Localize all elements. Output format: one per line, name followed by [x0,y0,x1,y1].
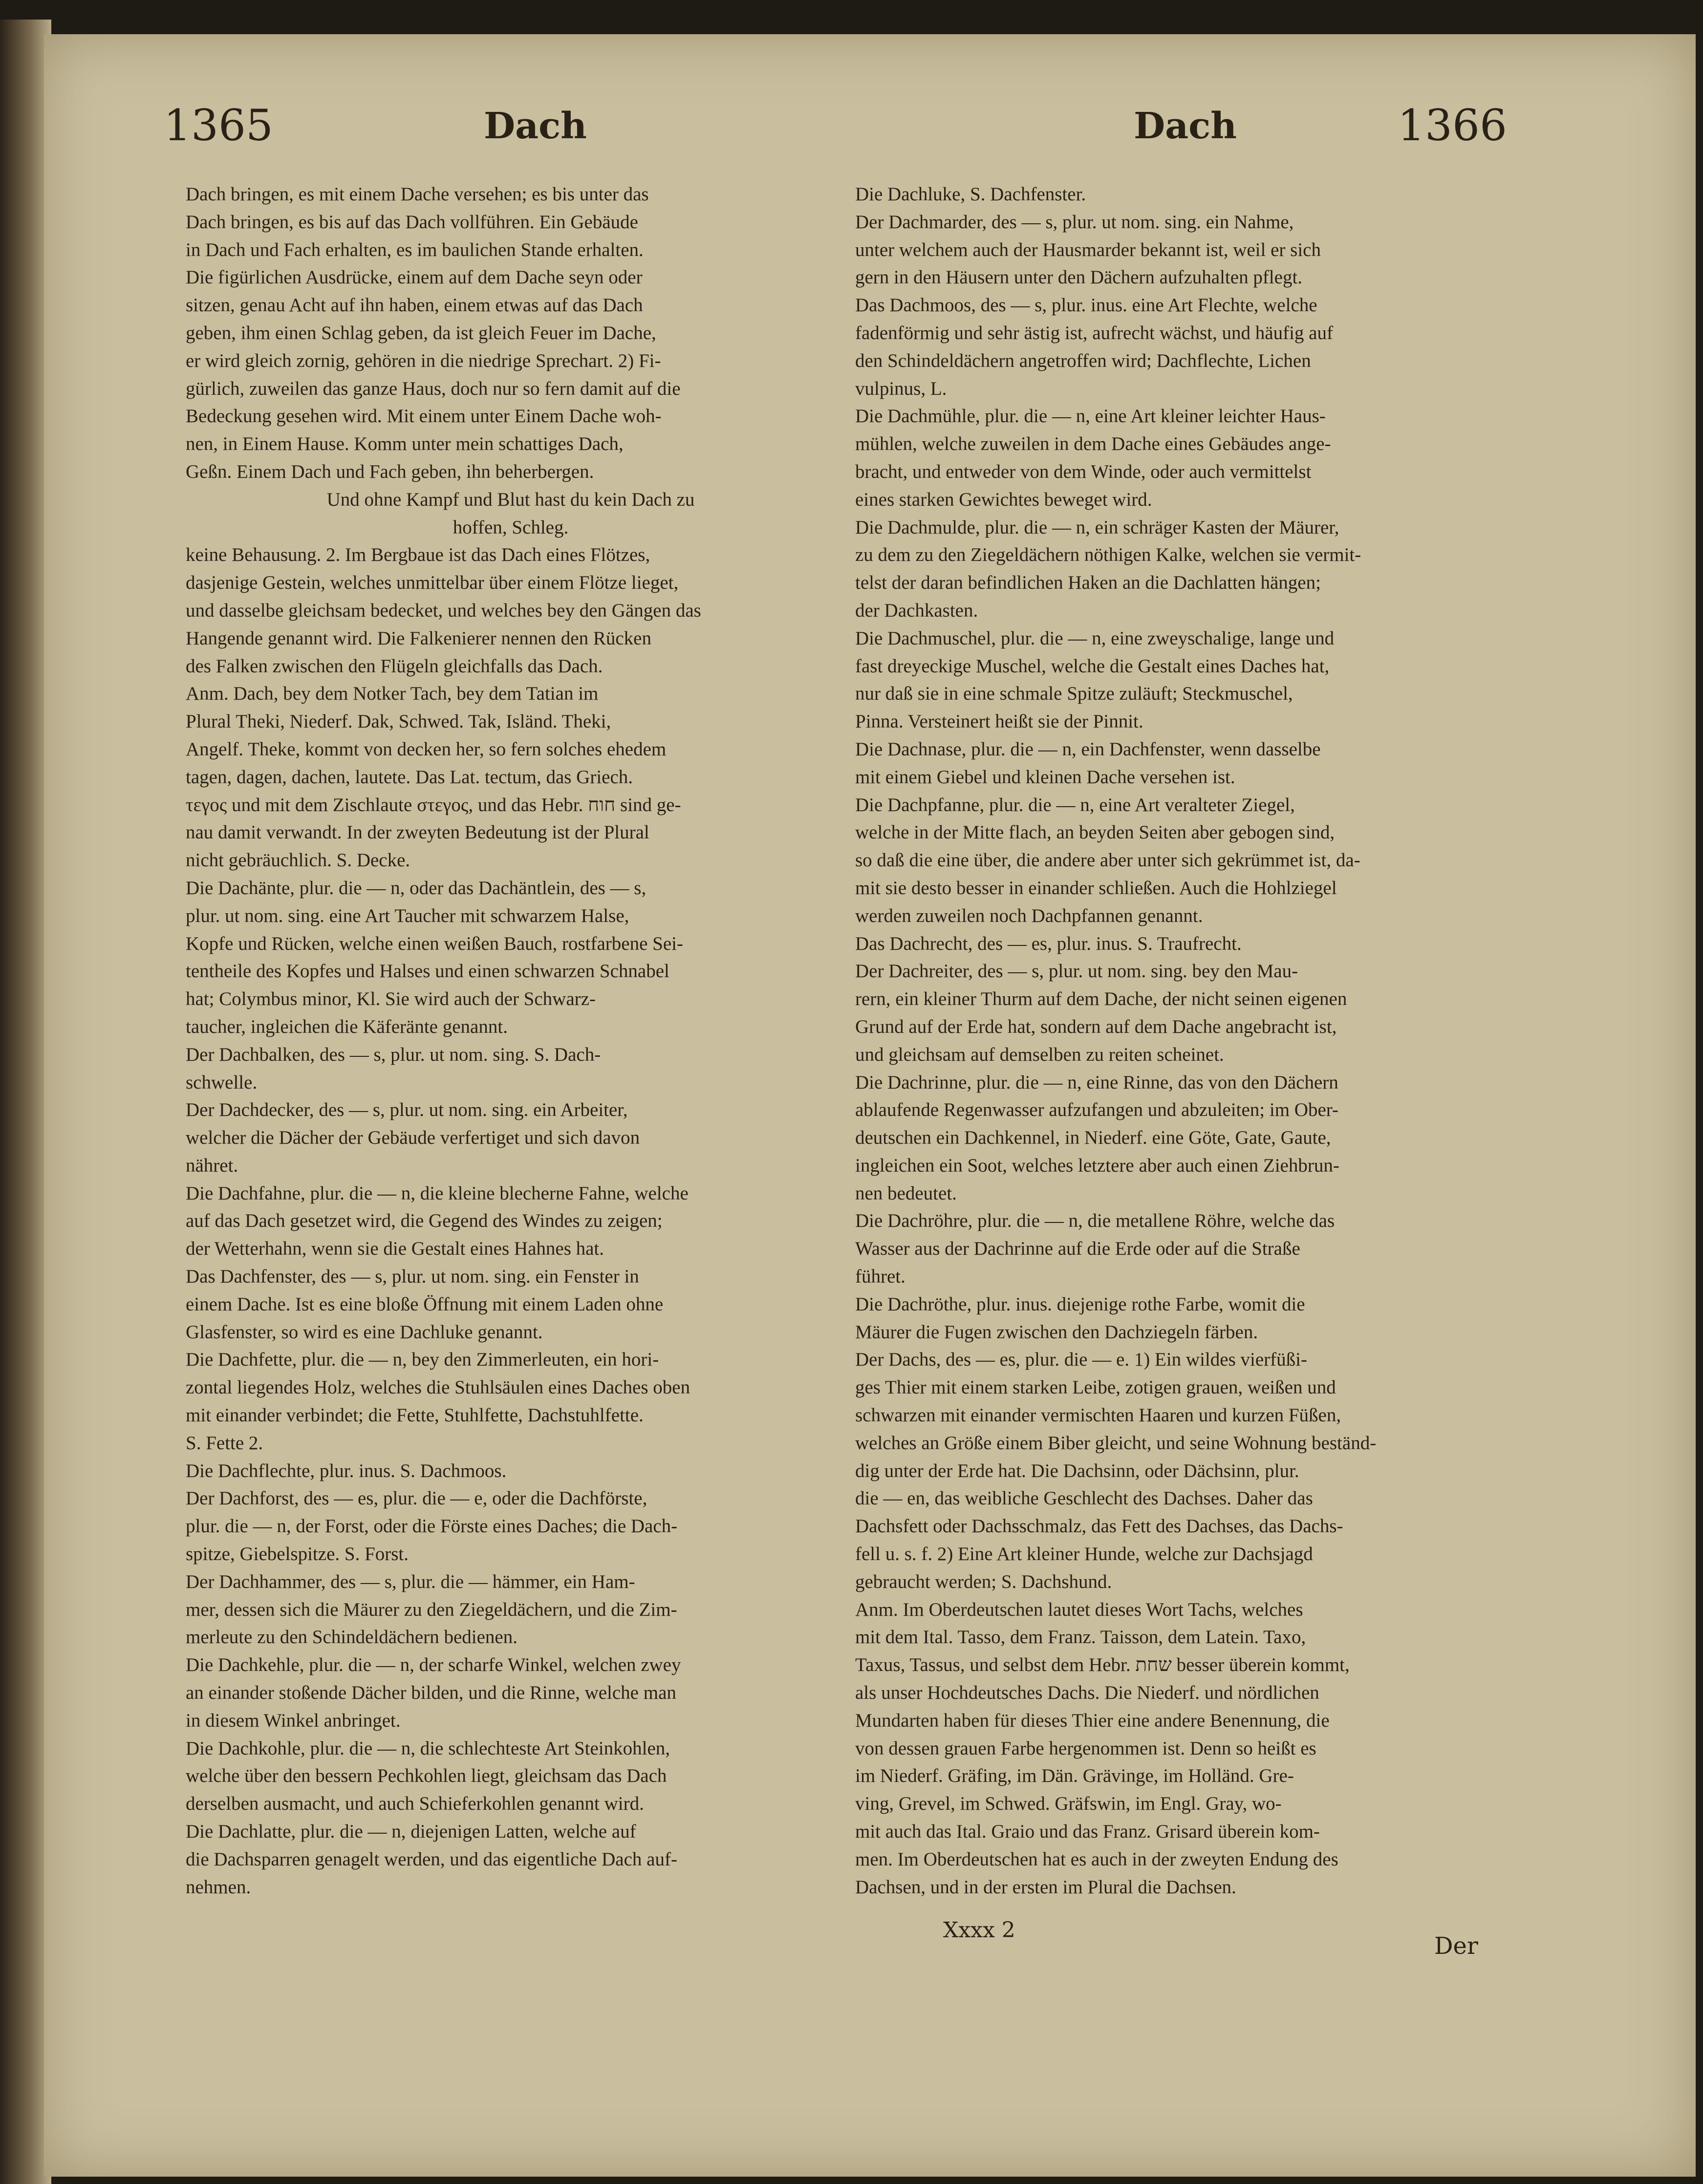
text-line: Geßn. Einem Dach und Fach geben, ihn beherbergen. [186,461,594,482]
text-line: Das Dachrecht, des — es, plur. inus. S. Traufrecht. [855,933,1242,954]
text-line: der Dachkasten. [855,600,978,621]
text-line: Die Dachänte, plur. die — n, oder das Dachäntlein, des — s, [186,877,647,899]
text-line: Glasfenster, so wird es eine Dachluke genannt. [186,1321,543,1343]
text-line: mit einem Giebel und kleinen Dache versehen ist. [855,766,1235,788]
text-line: ving, Grevel, im Schwed. Gräfswin, im Engl. Gray, wo- [855,1793,1282,1815]
text-line: werden zuweilen noch Dachpfannen genannt. [855,905,1203,926]
text-line: mit auch das Ital. Graio und das Franz. Grisard überein kom- [855,1821,1320,1842]
text-line: deutschen ein Dachkennel, in Niederf. eine Göte, Gate, Gaute, [855,1127,1331,1149]
text-line: von dessen grauen Farbe hergenommen ist. Denn so heißt es [855,1737,1316,1759]
left-text-column [186,181,836,1901]
text-line: zu dem zu den Ziegeldächern nöthigen Kalke, welchen sie vermit- [855,544,1361,566]
text-line: Die Dachflechte, plur. inus. S. Dachmoos. [186,1460,507,1481]
text-line: dig unter der Erde hat. Die Dachsinn, oder Dächsinn, plur. [855,1460,1299,1481]
text-line: Der Dachs, des — es, plur. die — e. 1) Ein wildes vierfüßi- [855,1349,1307,1370]
text-line: so daß die eine über, die andere aber unter sich gekrümmet ist, da- [855,850,1360,871]
text-line: welche in der Mitte flach, an beyden Seiten aber gebogen sind, [855,822,1335,843]
text-line: auf das Dach gesetzet wird, die Gegend des Windes zu zeigen; [186,1210,663,1232]
text-line: vulpinus, L. [855,378,947,399]
text-line: gebraucht werden; S. Dachshund. [855,1571,1112,1592]
text-line: als unser Hochdeutsches Dachs. Die Niederf. und nördlichen [855,1682,1319,1704]
text-line: ingleichen ein Soot, welches letztere aber auch einen Ziehbrun- [855,1155,1339,1176]
right-text-column [855,181,1525,1901]
text-line: Dach bringen, es mit einem Dache versehen; es bis unter das [186,184,649,205]
text-line: Grund auf der Erde hat, sondern auf dem Dache angebracht ist, [855,1016,1337,1037]
left-page-number: 1365 [164,100,273,150]
text-line: in diesem Winkel anbringet. [186,1710,401,1731]
text-line: geben, ihm einen Schlag geben, da ist gleich Feuer im Dache, [186,322,656,343]
text-line: Dachsen, und in der ersten im Plural die Dachsen. [855,1876,1236,1898]
signature-mark: Xxxx 2 [943,1918,1015,1943]
text-line: gürlich, zuweilen das ganze Haus, doch nur so fern damit auf die [186,378,681,399]
text-line: Der Dachbalken, des — s, plur. ut nom. sing. S. Dach- [186,1044,601,1065]
text-line: Der Dachreiter, des — s, plur. ut nom. sing. bey den Mau- [855,961,1298,982]
text-line: bracht, und entweder von dem Winde, oder auch vermittelst [855,461,1312,482]
text-line: Die Dachlatte, plur. die — n, diejenigen Latten, welche auf [186,1821,636,1842]
text-line: rern, ein kleiner Thurm auf dem Dache, der nicht seinen eigenen [855,988,1347,1010]
text-line: sitzen, genau Acht auf ihn haben, einem etwas auf das Dach [186,295,643,316]
text-line: Die Dachmulde, plur. die — n, ein schräger Kasten der Mäurer, [855,516,1339,538]
text-line: mit einander verbindet; die Fette, Stuhlfette, Dachstuhlfette. [186,1405,644,1426]
text-line: Die Dachröthe, plur. inus. diejenige rothe Farbe, womit die [855,1293,1305,1315]
text-line: gern in den Häusern unter den Dächern aufzuhalten pflegt. [855,267,1303,288]
text-line: tagen, dagen, dachen, lautete. Das Lat. tectum, das Griech. [186,766,633,788]
right-page-number: 1366 [1398,100,1507,150]
text-line: in Dach und Fach erhalten, es im baulichen Stande erhalten. [186,239,644,260]
text-line: der Wetterhahn, wenn sie die Gestalt eines Hahnes hat. [186,1238,604,1260]
text-line: mit dem Ital. Tasso, dem Franz. Taisson, dem Latein. Taxo, [855,1627,1306,1648]
text-line: welche über den bessern Pechkohlen liegt, gleichsam das Dach [186,1765,667,1787]
text-line: Der Dachhammer, des — s, plur. die — hämmer, ein Ham- [186,1571,635,1592]
text-line: Pinna. Versteinert heißt sie der Pinnit. [855,711,1143,732]
text-line: Die figürlichen Ausdrücke, einem auf dem Dache seyn oder [186,267,643,288]
text-line: Dachsfett oder Dachsschmalz, das Fett des Dachses, das Dachs- [855,1516,1343,1537]
text-line: Die Dachfette, plur. die — n, bey den Zimmerleuten, ein hori- [186,1349,659,1370]
text-line: tentheile des Kopfes und Halses und einen schwarzen Schnabel [186,961,669,982]
text-line: Anm. Dach, bey dem Notker Tach, bey dem Tatian im [186,683,599,705]
catchword: Der [1434,1932,1478,1960]
text-line: Bedeckung gesehen wird. Mit einem unter Einem Dache woh- [186,406,662,427]
text-line: Die Dachpfanne, plur. die — n, eine Art veralteter Ziegel, [855,794,1295,815]
text-line: einem Dache. Ist es eine bloße Öffnung mit einem Laden ohne [186,1293,664,1315]
text-line: Anm. Im Oberdeutschen lautet dieses Wort Tachs, welches [855,1599,1303,1620]
text-line: schwarzen mit einander vermischten Haaren und kurzen Füßen, [855,1405,1341,1426]
text-line: Wasser aus der Dachrinne auf die Erde oder auf die Straße [855,1238,1300,1260]
text-line: Die Dachmühle, plur. die — n, eine Art kleiner leichter Haus- [855,406,1326,427]
text-line: nähret. [186,1155,238,1176]
text-line: spitze, Giebelspitze. S. Forst. [186,1543,409,1565]
text-line: Und ohne Kampf und Blut hast du kein Dach zu [326,489,695,510]
text-line: Die Dachmuschel, plur. die — n, eine zweyschalige, lange und [855,627,1335,649]
text-line: schwelle. [186,1071,258,1093]
text-line: nehmen. [186,1876,251,1898]
text-line: fadenförmig und sehr ästig ist, aufrecht wächst, und häufig auf [855,322,1333,343]
text-line: taucher, ingleichen die Käferänte genannt. [186,1016,508,1037]
text-line: fast dreyeckige Muschel, welche die Gestalt eines Daches hat, [855,655,1330,677]
text-line: nen bedeutet. [855,1182,957,1204]
text-line: Plural Theki, Niederf. Dak, Schwed. Tak, Isländ. Theki, [186,711,611,732]
text-line: dasjenige Gestein, welches unmittelbar über einem Flötze lieget, [186,572,679,594]
left-running-head: Dach [484,105,587,147]
text-line: Die Dachkehle, plur. die — n, der scharfe Winkel, welchen zwey [186,1654,681,1676]
text-line: derselben ausmacht, und auch Schieferkohlen genannt wird. [186,1793,644,1815]
text-line: den Schindeldächern angetroffen wird; Dachflechte, Lichen [855,350,1311,371]
text-line: Der Dachmarder, des — s, plur. ut nom. sing. ein Nahme, [855,211,1294,233]
text-line: telst der daran befindlichen Haken an die Dachlatten hängen; [855,572,1321,594]
text-line: an einander stoßende Dächer bilden, und die Rinne, welche man [186,1682,676,1704]
text-line: merleute zu den Schindeldächern bedienen. [186,1627,517,1648]
text-line: Mäurer die Fugen zwischen den Dachziegeln färben. [855,1321,1258,1343]
text-line: fell u. s. f. 2) Eine Art kleiner Hunde, welche zur Dachsjagd [855,1543,1313,1565]
text-line: Mundarten haben für dieses Thier eine andere Benennung, die [855,1710,1330,1731]
text-line: ablaufende Regenwasser aufzufangen und abzuleiten; im Ober- [855,1099,1338,1121]
text-line: ges Thier mit einem starken Leibe, zotigen grauen, weißen und [855,1377,1336,1398]
text-line: er wird gleich zornig, gehören in die niedrige Sprechart. 2) Fi- [186,350,661,371]
text-line: die Dachsparren genagelt werden, und das eigentliche Dach auf- [186,1848,677,1870]
text-line: mer, dessen sich die Mäurer zu den Ziegeldächern, und die Zim- [186,1599,677,1620]
text-line: Die Dachluke, S. Dachfenster. [855,184,1086,205]
text-line: men. Im Oberdeutschen hat es auch in der zweyten Endung des [855,1848,1338,1870]
text-line: Dach bringen, es bis auf das Dach vollführen. Ein Gebäude [186,211,638,233]
text-line: zontal liegendes Holz, welches die Stuhlsäulen eines Daches oben [186,1377,690,1398]
text-line: welcher die Dächer der Gebäude verfertiget und sich davon [186,1127,640,1149]
text-line: keine Behausung. 2. Im Bergbaue ist das Dach eines Flötzes, [186,544,650,566]
text-line: Der Dachdecker, des — s, plur. ut nom. sing. ein Arbeiter, [186,1099,628,1121]
text-line: plur. ut nom. sing. eine Art Taucher mit schwarzem Halse, [186,905,629,926]
text-line: τεγος und mit dem Zischlaute στεγος, und das Hebr. חוח sind ge- [186,794,681,815]
text-line: plur. die — n, der Forst, oder die Förste eines Daches; die Dach- [186,1516,678,1537]
text-line: und dasselbe gleichsam bedecket, und welches bey den Gängen das [186,600,701,621]
text-line: Kopfe und Rücken, welche einen weißen Bauch, rostfarbene Sei- [186,933,683,954]
text-line: mit sie desto besser in einander schließen. Auch die Hohlziegel [855,877,1337,899]
text-line: mühlen, welche zuweilen in dem Dache eines Gebäudes ange- [855,433,1331,455]
text-line: nur daß sie in eine schmale Spitze zuläuft; Steckmuschel, [855,683,1293,705]
right-running-head: Dach [1134,105,1237,147]
text-line: Die Dachfahne, plur. die — n, die kleine blecherne Fahne, welche [186,1182,689,1204]
text-line: nau damit verwandt. In der zweyten Bedeutung ist der Plural [186,822,649,843]
text-line: führet. [855,1266,905,1287]
text-line: hat; Colymbus minor, Kl. Sie wird auch der Schwarz- [186,988,596,1010]
text-line: im Niederf. Gräfing, im Dän. Grävinge, im Holländ. Gre- [855,1765,1294,1787]
text-line: nicht gebräuchlich. S. Decke. [186,850,410,871]
text-line: nen, in Einem Hause. Komm unter mein schattiges Dach, [186,433,624,455]
text-line: hoffen, Schleg. [453,516,569,538]
text-line: S. Fette 2. [186,1432,263,1454]
text-line: des Falken zwischen den Flügeln gleichfalls das Dach. [186,655,603,677]
text-line: unter welchem auch der Hausmarder bekannt ist, weil er sich [855,239,1321,260]
text-line: Die Dachröhre, plur. die — n, die metallene Röhre, welche das [855,1210,1335,1232]
text-line: die — en, das weibliche Geschlecht des Dachses. Daher das [855,1488,1313,1509]
text-line: eines starken Gewichtes beweget wird. [855,489,1152,510]
text-line: Hangende genannt wird. Die Falkenierer nennen den Rücken [186,627,651,649]
text-line: Die Dachrinne, plur. die — n, eine Rinne, das von den Dächern [855,1071,1338,1093]
text-line: Der Dachforst, des — es, plur. die — e, oder die Dachförste, [186,1488,647,1509]
text-line: und gleichsam auf demselben zu reiten scheinet. [855,1044,1224,1065]
text-line: welches an Größe einem Biber gleicht, und seine Wohnung beständ- [855,1432,1377,1454]
text-line: Das Dachfenster, des — s, plur. ut nom. sing. ein Fenster in [186,1266,639,1287]
text-line: Das Dachmoos, des — s, plur. inus. eine Art Flechte, welche [855,295,1317,316]
text-line: Die Dachkohle, plur. die — n, die schlechteste Art Steinkohlen, [186,1737,670,1759]
text-line: Angelf. Theke, kommt von decken her, so fern solches ehedem [186,738,667,760]
text-line: Die Dachnase, plur. die — n, ein Dachfenster, wenn dasselbe [855,738,1321,760]
text-line: Taxus, Tassus, und selbst dem Hebr. שחת besser überein kommt, [855,1654,1350,1676]
